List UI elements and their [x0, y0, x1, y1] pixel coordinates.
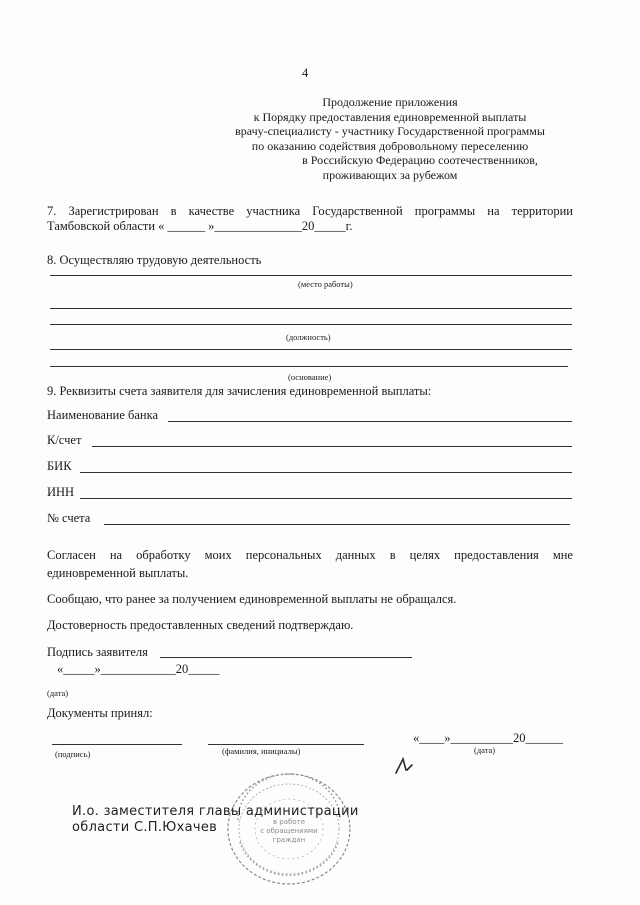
consent-line1: Согласен на обработку моих персональных данных в целях предоставления мне — [47, 548, 573, 562]
account-field[interactable] — [104, 524, 570, 525]
bik-field[interactable] — [80, 472, 572, 473]
not-applied-statement: Сообщаю, что ранее за получением единовременной выплаты не обращался. — [47, 592, 457, 606]
receiver-date-field[interactable]: «____»__________20______ — [413, 731, 563, 745]
section7-line1: 7. Зарегистрирован в качестве участника Государственной программы на территории — [47, 204, 573, 218]
basis-line-2[interactable] — [50, 366, 568, 367]
applicant-signature-field[interactable] — [160, 657, 412, 658]
header-line: к Порядку предоставления единовременной выплаты — [253, 109, 527, 124]
position-label: (должность) — [286, 332, 331, 342]
receiver-signature-label: (подпись) — [55, 749, 91, 759]
workplace-line[interactable] — [50, 275, 572, 276]
kschet-label: К/счет — [47, 433, 82, 447]
position-line-1[interactable] — [50, 308, 572, 309]
header-line: Продолжение приложения — [322, 95, 458, 109]
basis-label: (основание) — [288, 372, 332, 382]
basis-line-1[interactable] — [50, 349, 572, 350]
applicant-date-label: (дата) — [47, 688, 69, 698]
stamp-text: в работе — [272, 818, 306, 826]
workplace-label: (место работы) — [298, 279, 353, 289]
receiver-date-label: (дата) — [474, 745, 496, 755]
account-label: № счета — [47, 511, 91, 525]
header-line: врачу-специалисту - участнику Государственной программы — [235, 124, 545, 138]
applicant-signature-label: Подпись заявителя — [47, 645, 148, 659]
kschet-field[interactable] — [92, 446, 572, 447]
header-line: проживающих за рубежом — [322, 167, 458, 182]
receiver-name-field[interactable] — [208, 744, 364, 745]
consent-line2: единовременной выплаты. — [47, 566, 189, 580]
receiver-name-label: (фамилия, инициалы) — [222, 746, 301, 756]
header-line: в Российскую Федерацию соотечественников, — [302, 153, 538, 167]
bank-name-label: Наименование банка — [47, 408, 159, 422]
docs-received-label: Документы принял: — [47, 706, 153, 720]
bik-label: БИК — [47, 459, 72, 473]
bank-name-field[interactable] — [168, 421, 572, 422]
page-number: 4 — [302, 66, 309, 80]
handwritten-signature-mark — [393, 756, 419, 776]
official-title: И.о. заместителя главы администрации — [72, 804, 359, 819]
inn-field[interactable] — [80, 498, 572, 499]
confirm-statement: Достоверность предоставленных сведений подтверждаю. — [47, 618, 354, 632]
section7-line2: Тамбовской области « ______ »______________20_____г. — [47, 219, 353, 233]
official-round-stamp — [224, 770, 354, 888]
inn-label: ИНН — [47, 485, 75, 499]
header-line: по оказанию содействия добровольному переселению — [251, 138, 529, 153]
section9-title: 9. Реквизиты счета заявителя для зачисления единовременной выплаты: — [47, 384, 432, 398]
official-name: области С.П.Юхачев — [72, 820, 218, 835]
position-line-2[interactable] — [50, 324, 572, 325]
receiver-signature-field[interactable] — [52, 744, 182, 745]
stamp-text: граждан — [272, 836, 306, 844]
section8-title: 8. Осуществляю трудовую деятельность — [47, 253, 262, 267]
applicant-date-field[interactable]: «_____»____________20_____ — [57, 662, 220, 676]
stamp-text: с обращениями — [260, 827, 318, 835]
